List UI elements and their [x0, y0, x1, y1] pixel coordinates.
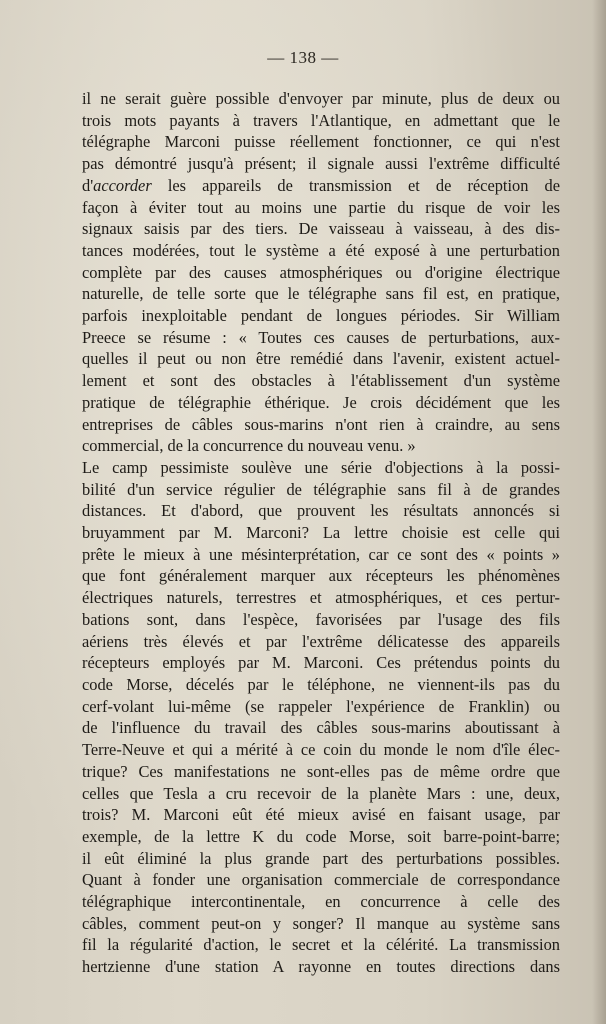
- text-line: prête le mieux à une mésinterprétation, car ce sont des « points »: [82, 544, 560, 564]
- text-line: trois mots payants à travers l'Atlantique, en admettant que le: [82, 110, 560, 130]
- text-line: entreprises de câbles sous-marins n'ont rien à craindre, au sens: [82, 414, 560, 434]
- text-line: hertzienne d'une station A rayonne en toutes directions dans: [82, 957, 560, 977]
- text-line: tances modérées, tout le système a été exposé à une perturbation: [82, 240, 560, 260]
- text-line: il ne serait guère possible d'envoyer par minute, plus de deux ou: [82, 89, 560, 108]
- text-line: exemple, de la lettre K du code Morse, soit barre-point-barre;: [82, 826, 560, 846]
- text-line-with-emphasis: d'accorder les appareils de transmission et de réception de: [82, 175, 560, 195]
- text-line: câbles, comment peut-on y songer? Il manque au système sans: [82, 913, 560, 933]
- text-line: pratique de télégraphie éthérique. Je crois décidément que les: [82, 392, 560, 412]
- text-line: quelles il peut ou non être remédié dans l'avenir, existent actuel-: [82, 349, 560, 369]
- text-line: bilité d'un service régulier de télégraphie sans fil à de grandes: [82, 479, 560, 499]
- text-line: commercial, de la concurrence du nouveau venu. »: [82, 436, 416, 456]
- text-line: cerf-volant lui-même (se rappeler l'expérience de Franklin) ou: [82, 696, 560, 716]
- text-line: fil la régularité d'action, le secret et la célérité. La transmission: [82, 935, 560, 955]
- text-line: distances. Et d'abord, que prouvent les résultats annoncés si: [82, 501, 560, 521]
- emphasized-word: accorder: [93, 175, 152, 195]
- text-line: aériens très élevés et par l'extrême délicatesse des appareils: [82, 631, 560, 651]
- text-line: Terre-Neuve et qui a mérité à ce coin du monde le nom d'île élec-: [82, 740, 560, 760]
- text-line: il eût éliminé la plus grande part des perturbations possibles.: [82, 848, 560, 868]
- text-line: trique? Ces manifestations ne sont-elles pas de même ordre que: [82, 761, 560, 781]
- text-line: bations sont, dans l'espèce, favorisées par l'usage des fils: [82, 609, 560, 629]
- text-line: complète par des causes atmosphériques ou d'origine électrique: [82, 262, 560, 282]
- text-line: Quant à fonder une organisation commerciale de correspondance: [82, 870, 560, 890]
- text-line: télégraphe Marconi puisse réellement fonctionner, ce qui n'est: [82, 132, 560, 152]
- text-line: trois? M. Marconi eût été mieux avisé en faisant usage, par: [82, 805, 560, 825]
- text-line: de l'influence du travail des câbles sous-marins aboutissant à: [82, 718, 560, 738]
- text-line: lement et sont des obstacles à l'établissement d'un système: [82, 371, 560, 391]
- text-line: parfois inexploitable pendant de longues périodes. Sir William: [82, 306, 560, 326]
- text-line: télégraphique intercontinentale, en concurrence à celle des: [82, 892, 560, 912]
- text-line: que font généralement marquer aux récepteurs les phénomènes: [82, 566, 560, 586]
- text-line: naturelle, de telle sorte que le télégraphe sans fil est, en pratique,: [82, 284, 560, 304]
- text-line: Preece se résume : « Toutes ces causes de perturbations, aux-: [82, 327, 560, 347]
- paragraph-2: [82, 457, 560, 978]
- text-line: code Morse, décelés par le téléphone, ne viennent-ils pas du: [82, 674, 560, 694]
- text-line: électriques naturels, terrestres et atmosphériques, et ces pertur-: [82, 588, 560, 608]
- body-text: [82, 88, 560, 978]
- text-line: Le camp pessimiste soulève une série d'objections à la possi-: [82, 457, 560, 477]
- page-number: — 138 —: [267, 48, 339, 67]
- text-line: pas démontré jusqu'à présent; il signale aussi l'extrême difficulté: [82, 154, 560, 174]
- text-line: récepteurs employés par M. Marconi. Ces prétendus points du: [82, 653, 560, 673]
- paragraph-1: [82, 88, 560, 457]
- text-line: celles que Tesla a cru recevoir de la planète Mars : une, deux,: [82, 783, 560, 803]
- text-line: bruyamment par M. Marconi? La lettre choisie est celle qui: [82, 523, 560, 543]
- text-line: signaux saisis par des tiers. De vaisseau à vaisseau, à des dis-: [82, 219, 560, 239]
- text-line: façon à éviter tout au moins une partie du risque de voir les: [82, 197, 560, 217]
